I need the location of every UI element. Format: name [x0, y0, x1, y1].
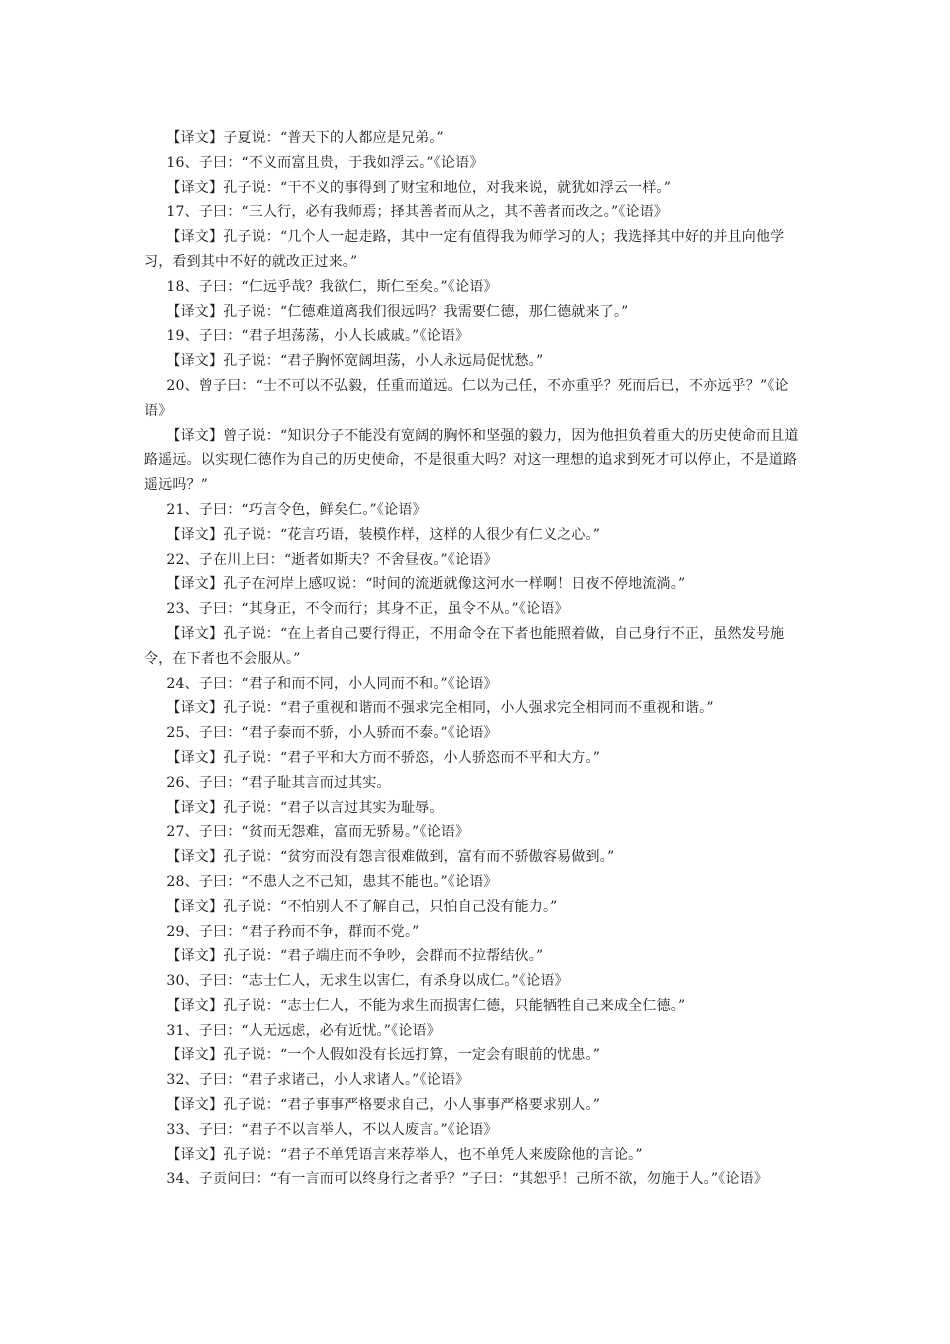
- translation-paragraph: 【译文】孔子说：“君子平和大方而不骄恣，小人骄恣而不平和大方。”: [166, 749, 601, 766]
- quote-paragraph: 24、子曰：“君子和而不同，小人同而不和。”《论语》: [166, 675, 498, 692]
- quote-paragraph: 22、子在川上曰：“逝者如斯夫？不舍昼夜。”《论语》: [166, 551, 498, 568]
- quote-paragraph: 17、子曰：“三人行，必有我师焉；择其善者而从之，其不善者而改之。”《论语》: [166, 204, 669, 221]
- quote-paragraph: 30、子曰：“志士仁人，无求生以害仁，有杀身以成仁。”《论语》: [166, 973, 569, 990]
- quote-paragraph: 29、子曰：“君子矜而不争，群而不党。”: [166, 923, 420, 940]
- quote-paragraph: 27、子曰：“贫而无怨难，富而无骄易。”《论语》: [166, 824, 470, 841]
- translation-paragraph: 【译文】孔子说：“干不义的事得到了财宝和地位，对我来说，就犹如浮云一样。”: [166, 179, 672, 196]
- translation-paragraph: 【译文】孔子说：“仁德难道离我们很远吗？我需要仁德，那仁德就来了。”: [166, 303, 629, 320]
- translation-paragraph: 【译文】孔子在河岸上感叹说：“时间的流逝就像这河水一样啊！日夜不停地流淌。”: [166, 576, 686, 593]
- translation-paragraph: 【译文】孔子说：“君子不单凭语言来荐举人，也不单凭人来废除他的言论。”: [166, 1146, 643, 1163]
- quote-paragraph: 16、子曰：“不义而富且贵，于我如浮云。”《论语》: [166, 154, 484, 171]
- quote-paragraph: 26、子曰：“君子耻其言而过其实。: [166, 774, 391, 791]
- quote-paragraph: 23、子曰：“其身正，不令而行；其身不正，虽令不从。”《论语》: [166, 601, 569, 618]
- quote-paragraph: 31、子曰：“人无远虑，必有近忧。”《论语》: [166, 1022, 441, 1039]
- translation-paragraph: 【译文】孔子说：“不怕别人不了解自己，只怕自己没有能力。”: [166, 898, 558, 915]
- quote-paragraph: 21、子曰：“巧言令色，鲜矣仁。”《论语》: [166, 501, 427, 518]
- translation-paragraph: 【译文】子夏说：“普天下的人都应是兄弟。”: [166, 130, 444, 146]
- translation-paragraph: 【译文】孔子说：“几个人一起走路，其中一定有值得我为师学习的人；我选择其中好的并且向他学习，看到其中不好的就改正过来。”: [144, 229, 785, 270]
- translation-paragraph: 【译文】孔子说：“花言巧语，装模作样，这样的人很少有仁义之心。”: [166, 526, 601, 543]
- translation-paragraph: 【译文】曾子说：“知识分子不能没有宽阔的胸怀和坚强的毅力，因为他担负着重大的历史使命而且道路遥远。以实现仁德作为自己的历史使命，不是很重大吗？对这一理想的追求到死才可以停止，不是道路遥远吗？”: [144, 427, 799, 494]
- document-page: [144, 126, 804, 1192]
- quote-paragraph: 19、子曰：“君子坦荡荡，小人长戚戚。”《论语》: [166, 328, 470, 345]
- quote-paragraph: 32、子曰：“君子求诸己，小人求诸人。”《论语》: [166, 1072, 470, 1089]
- quote-paragraph: 33、子曰：“君子不以言举人，不以人废言。”《论语》: [166, 1121, 498, 1138]
- translation-paragraph: 【译文】孔子说：“一个人假如没有长远打算，一定会有眼前的忧患。”: [166, 1047, 601, 1064]
- quote-paragraph: 18、子曰：“仁远乎哉？我欲仁，斯仁至矣。”《论语》: [166, 278, 498, 295]
- translation-paragraph: 【译文】孔子说：“君子端庄而不争吵，会群而不拉帮结伙。”: [166, 948, 544, 965]
- translation-paragraph: 【译文】孔子说：“君子重视和谐而不强求完全相同，小人强求完全相同而不重视和谐。”: [166, 700, 714, 717]
- translation-paragraph: 【译文】孔子说：“君子以言过其实为耻辱。: [166, 799, 444, 816]
- translation-paragraph: 【译文】孔子说：“君子事事严格要求自己，小人事事严格要求别人。”: [166, 1097, 601, 1114]
- translation-paragraph: 【译文】孔子说：“君子胸怀宽阔坦荡，小人永远局促忧愁。”: [166, 353, 544, 370]
- quote-paragraph: 20、曾子曰：“士不可以不弘毅，任重而道远。仁以为己任，不亦重乎？死而后已，不亦远乎？”《论语》: [144, 377, 789, 419]
- translation-paragraph: 【译文】孔子说：“在上者自己要行得正，不用命令在下者也能照着做，自己身行不正，虽然发号施令，在下者也不会服从。”: [144, 625, 785, 667]
- translation-paragraph: 【译文】孔子说：“贫穷而没有怨言很难做到，富有而不骄傲容易做到。”: [166, 849, 615, 866]
- translation-paragraph: 【译文】孔子说：“志士仁人，不能为求生而损害仁德，只能牺牲自己来成全仁德。”: [166, 997, 686, 1014]
- quote-paragraph: 34、子贡问曰：“有一言而可以终身行之者乎？”子曰：“其恕乎！己所不欲，勿施于人。”《论语》: [166, 1171, 769, 1188]
- quote-paragraph: 25、子曰：“君子泰而不骄，小人骄而不泰。”《论语》: [166, 725, 498, 742]
- quote-paragraph: 28、子曰：“不患人之不己知，患其不能也。”《论语》: [166, 873, 498, 890]
